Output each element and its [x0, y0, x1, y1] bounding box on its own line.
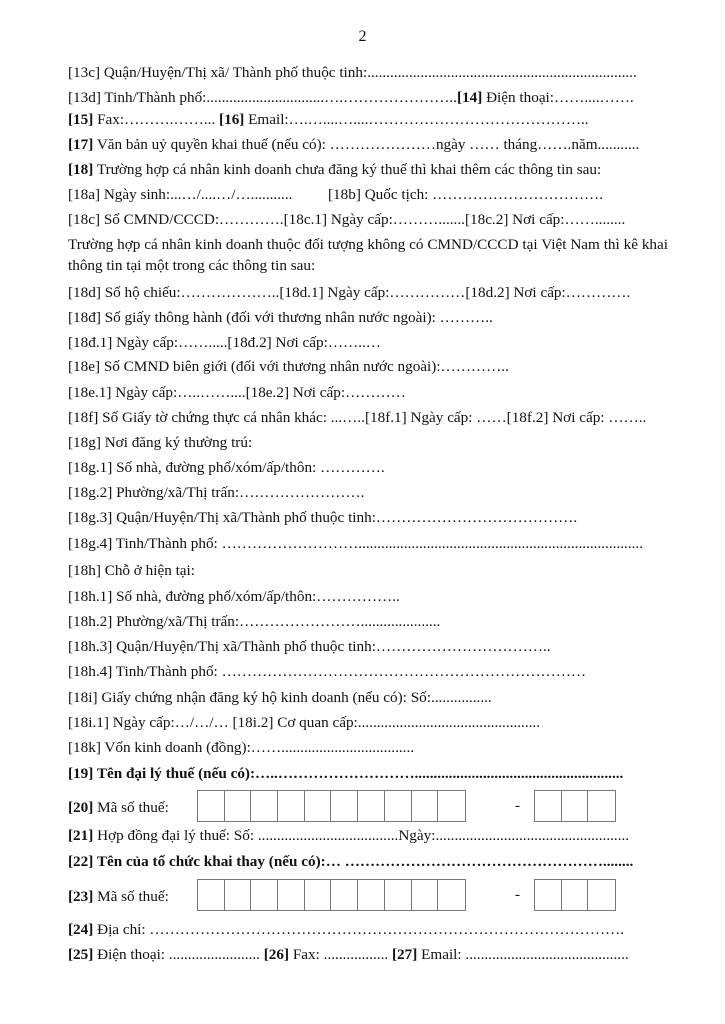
- field-18h4: [18h.4] Tinh/Thành phố: ………………………………………………………………: [68, 663, 587, 680]
- field-20-number: [20]: [68, 799, 94, 816]
- field-26-label: Fax: .................: [289, 946, 392, 963]
- field-18c: [18c] Số CMND/CCCD:………….[18c.1] Ngày cấp:……….......[18c.2] Nơi cấp:……........: [68, 211, 626, 228]
- field-23-label: [68, 888, 169, 906]
- field-18h: [18h] Chỗ ở hiện tại:: [68, 562, 195, 579]
- field-15-label: Fax:……….……...: [93, 111, 220, 128]
- digit-box[interactable]: [358, 791, 385, 821]
- field-18d: [18d] Số hộ chiếu:………………..[18d.1] Ngày cấp:……………[18d.2] Nơi cấp:………….: [68, 284, 631, 301]
- digit-box[interactable]: [385, 791, 412, 821]
- digit-box[interactable]: [331, 880, 358, 910]
- field-24-label: Địa chỉ: ………………………………………………………………………………….: [93, 921, 625, 938]
- field-17-label: Văn bản uỷ quyền khai thuế (nếu có): …………………ngày …… tháng…….năm...........: [93, 136, 640, 153]
- field-19: [19] Tên đại lý thuế (nếu có):…..……………………….......................................................: [68, 765, 624, 782]
- field-18: [68, 161, 668, 179]
- field-23-text: Mã số thuế:: [93, 888, 169, 905]
- field-18g: [18g] Nơi đăng ký thường trú:: [68, 434, 253, 451]
- field-26-number: [26]: [263, 946, 290, 963]
- field-15-16: [68, 111, 668, 129]
- field-18i: [18i] Giấy chứng nhận đăng ký hộ kinh doanh (nếu có): Số:................: [68, 689, 492, 706]
- digit-box[interactable]: [535, 791, 562, 821]
- field-18e: [18e] Số CMND biên giới (đối với thương nhân nước ngoài):…………..: [68, 358, 509, 375]
- field-13d-14: [68, 89, 668, 107]
- field-14-number: [14]: [456, 89, 483, 106]
- digit-box[interactable]: [562, 791, 589, 821]
- digit-box[interactable]: [305, 880, 332, 910]
- field-25-number: [25]: [68, 946, 94, 963]
- field-16-number: [16]: [219, 111, 245, 128]
- digit-box[interactable]: [278, 791, 305, 821]
- field-18i1: [18i.1] Ngày cấp:…/…/… [18i.2] Cơ quan cấp:................................................: [68, 714, 541, 731]
- digit-box[interactable]: [251, 791, 278, 821]
- field-18a: [18a] Ngày sinh:...…/....…/…...........: [68, 186, 293, 203]
- field-17: [68, 136, 668, 154]
- digit-box[interactable]: [588, 791, 615, 821]
- digit-box[interactable]: [412, 880, 439, 910]
- field-18g3: [18g.3] Quận/Huyện/Thị xã/Thành phố thuộc tinh:………………………………….: [68, 509, 578, 526]
- field-18dd1: [18đ.1] Ngày cấp:…….....[18đ.2] Nơi cấp:……..…: [68, 334, 381, 351]
- note-no-id: Trường hợp cá nhân kinh doanh thuộc đối tượng không có CMND/CCCD tại Việt Nam thì kê khai thông tin tại một trong các thông tin sau:: [68, 236, 668, 274]
- field-25-27: [68, 946, 668, 964]
- field-16-label: Email:….…....…....……………………………………..: [244, 111, 589, 128]
- tax-code-boxes-branch[interactable]: [534, 790, 616, 822]
- tax-code-separator: -: [515, 797, 521, 814]
- field-21-label: Hợp đồng đại lý thuế: Số: .....................................Ngày:...................................................: [93, 827, 630, 844]
- field-18b: [18b] Quốc tịch: …………………………….: [328, 186, 604, 203]
- digit-box[interactable]: [438, 880, 465, 910]
- field-18k: [18k] Vốn kinh doanh (đồng):……...................................: [68, 739, 415, 756]
- digit-box[interactable]: [535, 880, 562, 910]
- digit-box[interactable]: [438, 791, 465, 821]
- field-20-label: [68, 799, 169, 817]
- tax-code-boxes-main[interactable]: [197, 879, 466, 911]
- page-number: 2: [358, 28, 367, 45]
- digit-box[interactable]: [588, 880, 615, 910]
- field-18g4: [18g.4] Tinh/Thành phố: ………………………...........................................................................: [68, 535, 644, 552]
- field-14-label: Điện thoại:……....…….: [482, 89, 634, 106]
- field-18a-18b: [68, 186, 668, 204]
- field-24: [68, 921, 668, 939]
- digit-box[interactable]: [225, 791, 252, 821]
- field-17-number: [17]: [68, 136, 94, 153]
- tax-code-separator: -: [515, 886, 521, 903]
- digit-box[interactable]: [385, 880, 412, 910]
- field-18h1: [18h.1] Số nhà, đường phố/xóm/ấp/thôn:……………..: [68, 588, 400, 605]
- tax-code-row-23: [68, 879, 668, 913]
- field-13c: [13c] Quận/Huyện/Thị xã/ Thành phố thuộc tinh:.......................................................................: [68, 64, 637, 81]
- field-18h3: [18h.3] Quận/Huyện/Thị xã/Thành phố thuộc tinh:……………………………..: [68, 638, 551, 655]
- digit-box[interactable]: [305, 791, 332, 821]
- field-18f: [18f] Số Giấy tờ chứng thực cá nhân khác: ...…..[18f.1] Ngày cấp: ……[18f.2] Nơi cấp: ……..: [68, 409, 647, 426]
- digit-box[interactable]: [358, 880, 385, 910]
- digit-box[interactable]: [562, 880, 589, 910]
- digit-box[interactable]: [278, 880, 305, 910]
- digit-box[interactable]: [331, 791, 358, 821]
- field-22: [22] Tên của tổ chức khai thay (nếu có):… ……………………………………………........: [68, 853, 634, 870]
- field-13d-label: [13d] Tinh/Thành phố:...............................….…………………..: [68, 89, 457, 106]
- field-24-number: [24]: [68, 921, 94, 938]
- digit-box[interactable]: [225, 880, 252, 910]
- field-21: [68, 827, 668, 845]
- field-18e1: [18e.1] Ngày cấp:…..……....[18e.2] Nơi cấp:…………: [68, 384, 406, 401]
- field-18-number: [18]: [68, 161, 94, 178]
- field-21-number: [21]: [68, 827, 94, 844]
- field-18g2: [18g.2] Phường/xã/Thị trấn:…………………….: [68, 484, 365, 501]
- digit-box[interactable]: [198, 880, 225, 910]
- field-18h2: [18h.2] Phường/xã/Thị trấn:…………………….....................: [68, 613, 441, 630]
- field-18dd: [18đ] Số giấy thông hành (đối với thương nhân nước ngoài): ………..: [68, 309, 493, 326]
- field-27-number: [27]: [392, 946, 418, 963]
- tax-code-boxes-main[interactable]: [197, 790, 466, 822]
- field-20-text: Mã số thuế:: [93, 799, 169, 816]
- field-15-number: [15]: [68, 111, 94, 128]
- field-23-number: [23]: [68, 888, 94, 905]
- field-27-label: Email: ...........................................: [417, 946, 629, 963]
- digit-box[interactable]: [198, 791, 225, 821]
- field-25-label: Điện thoại: ........................: [93, 946, 264, 963]
- field-18g1: [18g.1] Số nhà, đường phố/xóm/ấp/thôn: ………….: [68, 459, 385, 476]
- tax-code-row-20: [68, 790, 668, 824]
- digit-box[interactable]: [251, 880, 278, 910]
- digit-box[interactable]: [412, 791, 439, 821]
- field-18-label: Trường hợp cá nhân kinh doanh chưa đăng ký thuế thì khai thêm các thông tin sau:: [93, 161, 602, 178]
- tax-code-boxes-branch[interactable]: [534, 879, 616, 911]
